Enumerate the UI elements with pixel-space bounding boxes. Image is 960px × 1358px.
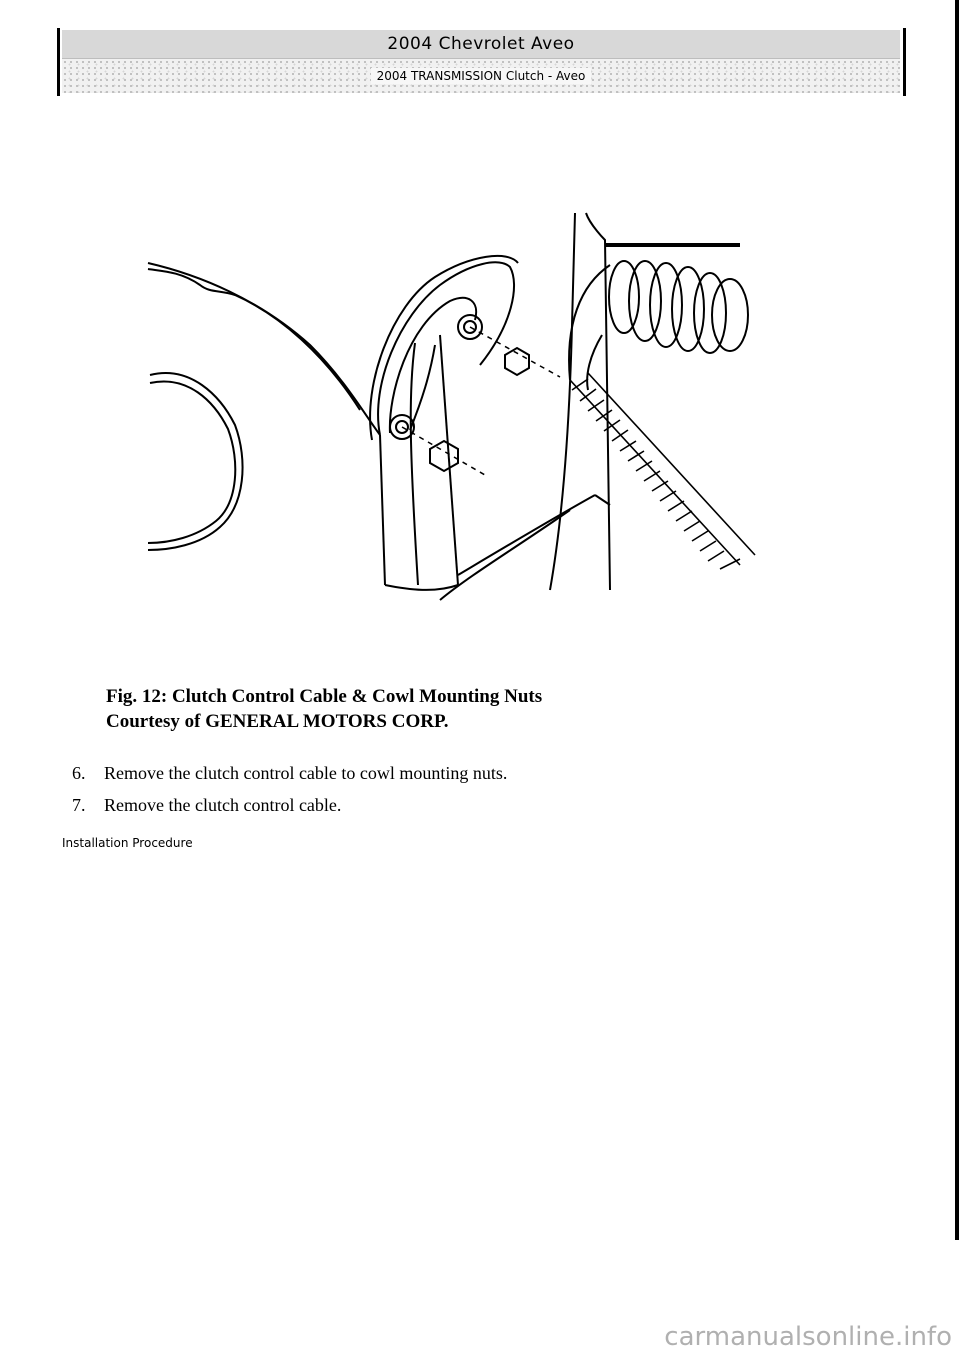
step-text: Remove the clutch control cable to cowl mounting nuts. [104, 762, 508, 783]
header-subtitle-bar [62, 59, 900, 93]
step-text: Remove the clutch control cable. [104, 794, 342, 815]
step-number: 7. [72, 794, 86, 815]
header-left-rule [57, 28, 60, 96]
header-title: 2004 Chevrolet Aveo [62, 30, 900, 59]
page-header [62, 30, 900, 94]
figure-caption [106, 684, 542, 734]
watermark-text: carmanualsonline.info [664, 1322, 952, 1352]
clutch-cable-illustration [140, 205, 760, 605]
section-heading: Installation Procedure [62, 836, 193, 850]
header-subtitle: 2004 TRANSMISSION Clutch - Aveo [371, 68, 592, 84]
procedure-steps [72, 757, 507, 821]
page-right-edge [955, 0, 959, 1240]
step-number: 6. [72, 762, 86, 783]
header-right-rule [903, 28, 906, 96]
list-item [72, 757, 507, 789]
list-item [72, 789, 507, 821]
caption-title: Fig. 12: Clutch Control Cable & Cowl Mounting Nuts [106, 686, 543, 707]
caption-credit: Courtesy of GENERAL MOTORS CORP. [106, 711, 449, 732]
